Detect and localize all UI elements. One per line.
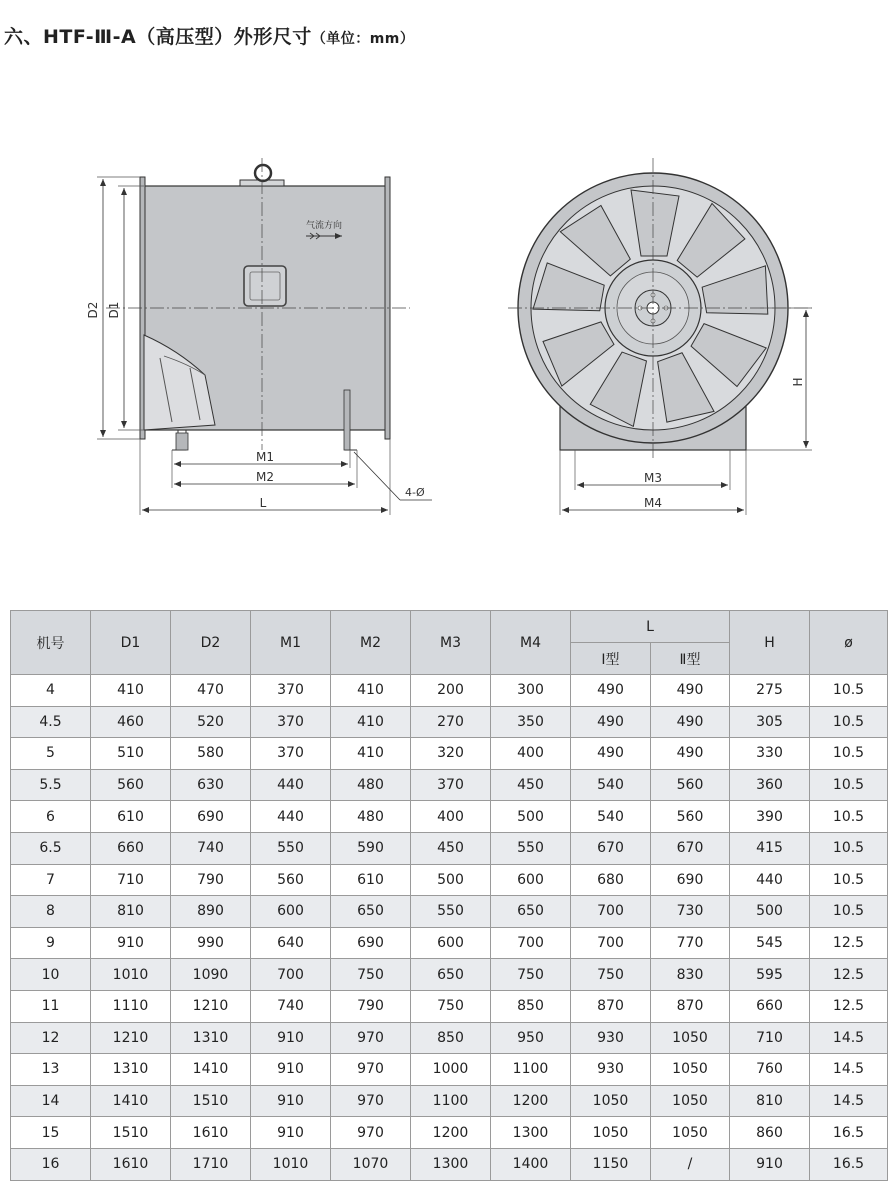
- table-cell: 1300: [411, 1148, 491, 1180]
- table-cell: 12.5: [810, 927, 888, 959]
- header-d1: D1: [91, 611, 171, 675]
- table-cell: 10: [11, 959, 91, 991]
- dim-d2-label: D2: [86, 301, 100, 319]
- table-cell: 970: [331, 1022, 411, 1054]
- table-cell: 600: [251, 896, 331, 928]
- table-cell: 1310: [171, 1022, 251, 1054]
- table-cell: 1210: [171, 990, 251, 1022]
- table-cell: 10.5: [810, 706, 888, 738]
- table-cell: 750: [571, 959, 651, 991]
- table-cell: 560: [651, 801, 730, 833]
- header-d2: D2: [171, 611, 251, 675]
- table-cell: 470: [171, 675, 251, 707]
- table-row: [11, 769, 888, 801]
- table-cell: 680: [571, 864, 651, 896]
- table-cell: 13: [11, 1054, 91, 1086]
- table-cell: 700: [571, 927, 651, 959]
- dim-m4-label: M4: [644, 496, 662, 510]
- table-cell: 200: [411, 675, 491, 707]
- table-cell: 930: [571, 1022, 651, 1054]
- table-cell: 1050: [651, 1054, 730, 1086]
- table-cell: 370: [411, 769, 491, 801]
- table-cell: 1400: [491, 1148, 571, 1180]
- table-row: [11, 990, 888, 1022]
- table-cell: 750: [491, 959, 571, 991]
- table-cell: 270: [411, 706, 491, 738]
- table-cell: 15: [11, 1117, 91, 1149]
- table-cell: 12.5: [810, 959, 888, 991]
- table-cell: 550: [251, 832, 331, 864]
- header-phi: ø: [810, 611, 888, 675]
- table-cell: 16.5: [810, 1148, 888, 1180]
- table-cell: 12: [11, 1022, 91, 1054]
- table-row: [11, 738, 888, 770]
- table-cell: 1510: [171, 1085, 251, 1117]
- table-cell: 415: [730, 832, 810, 864]
- table-cell: 810: [91, 896, 171, 928]
- table-cell: 540: [571, 769, 651, 801]
- table-cell: 14.5: [810, 1054, 888, 1086]
- table-cell: 410: [331, 738, 411, 770]
- table-cell: 10.5: [810, 896, 888, 928]
- table-cell: 600: [411, 927, 491, 959]
- table-row: [11, 832, 888, 864]
- table-cell: 490: [571, 738, 651, 770]
- header-m1: M1: [251, 611, 331, 675]
- table-cell: 1300: [491, 1117, 571, 1149]
- table-cell: 490: [651, 738, 730, 770]
- table-cell: 7: [11, 864, 91, 896]
- table-cell: 1410: [91, 1085, 171, 1117]
- table-cell: 600: [491, 864, 571, 896]
- table-cell: 670: [651, 832, 730, 864]
- table-cell: 830: [651, 959, 730, 991]
- table-cell: 305: [730, 706, 810, 738]
- table-cell: 650: [331, 896, 411, 928]
- table-cell: 1610: [171, 1117, 251, 1149]
- header-h: H: [730, 611, 810, 675]
- table-row: [11, 706, 888, 738]
- table-cell: 1210: [91, 1022, 171, 1054]
- table-cell: 450: [491, 769, 571, 801]
- table-cell: 450: [411, 832, 491, 864]
- table-cell: 910: [251, 1117, 331, 1149]
- table-cell: 400: [411, 801, 491, 833]
- table-cell: 440: [251, 769, 331, 801]
- table-cell: 16: [11, 1148, 91, 1180]
- table-cell: 690: [331, 927, 411, 959]
- table-cell: 850: [491, 990, 571, 1022]
- table-cell: 1200: [411, 1117, 491, 1149]
- table-cell: 1050: [651, 1117, 730, 1149]
- table-cell: 9: [11, 927, 91, 959]
- table-cell: 890: [171, 896, 251, 928]
- table-cell: 410: [91, 675, 171, 707]
- table-cell: 12.5: [810, 990, 888, 1022]
- table-cell: 8: [11, 896, 91, 928]
- table-row: [11, 959, 888, 991]
- table-cell: 750: [411, 990, 491, 1022]
- table-cell: 870: [571, 990, 651, 1022]
- table-cell: 1010: [251, 1148, 331, 1180]
- table-cell: 350: [491, 706, 571, 738]
- table-cell: 5: [11, 738, 91, 770]
- header-l-type1: Ⅰ型: [571, 643, 651, 675]
- table-body: [11, 675, 888, 1181]
- table-cell: 14.5: [810, 1085, 888, 1117]
- header-model: 机号: [11, 611, 91, 675]
- table-cell: 6.5: [11, 832, 91, 864]
- table-cell: /: [651, 1148, 730, 1180]
- table-cell: 1070: [331, 1148, 411, 1180]
- table-cell: 520: [171, 706, 251, 738]
- table-cell: 440: [730, 864, 810, 896]
- dimension-table: [10, 610, 888, 1181]
- table-cell: 460: [91, 706, 171, 738]
- table-cell: 730: [651, 896, 730, 928]
- table-cell: 300: [491, 675, 571, 707]
- table-cell: 790: [331, 990, 411, 1022]
- table-cell: 860: [730, 1117, 810, 1149]
- table-cell: 16.5: [810, 1117, 888, 1149]
- table-cell: 700: [571, 896, 651, 928]
- table-cell: 870: [651, 990, 730, 1022]
- table-row: [11, 927, 888, 959]
- table-cell: 545: [730, 927, 810, 959]
- table-cell: 440: [251, 801, 331, 833]
- table-cell: 910: [251, 1054, 331, 1086]
- table-cell: 740: [171, 832, 251, 864]
- dim-hole-label: 4-Ø: [405, 486, 425, 499]
- table-row: [11, 801, 888, 833]
- header-m3: M3: [411, 611, 491, 675]
- table-cell: 930: [571, 1054, 651, 1086]
- table-cell: 1310: [91, 1054, 171, 1086]
- dim-m2-label: M2: [256, 470, 274, 484]
- table-cell: 1200: [491, 1085, 571, 1117]
- table-cell: 1410: [171, 1054, 251, 1086]
- table-cell: 690: [171, 801, 251, 833]
- table-cell: 910: [251, 1085, 331, 1117]
- table-cell: 910: [730, 1148, 810, 1180]
- table-cell: 10.5: [810, 769, 888, 801]
- table-cell: 610: [331, 864, 411, 896]
- table-cell: 1710: [171, 1148, 251, 1180]
- table-cell: 480: [331, 801, 411, 833]
- table-cell: 550: [411, 896, 491, 928]
- table-cell: 595: [730, 959, 810, 991]
- table-cell: 320: [411, 738, 491, 770]
- table-cell: 750: [331, 959, 411, 991]
- table-cell: 480: [331, 769, 411, 801]
- table-row: [11, 1054, 888, 1086]
- table-cell: 990: [171, 927, 251, 959]
- front-view: [508, 158, 812, 515]
- table-cell: 560: [651, 769, 730, 801]
- table-cell: 11: [11, 990, 91, 1022]
- table-cell: 700: [251, 959, 331, 991]
- table-cell: 580: [171, 738, 251, 770]
- table-cell: 4.5: [11, 706, 91, 738]
- table-cell: 1100: [491, 1054, 571, 1086]
- table-cell: 330: [730, 738, 810, 770]
- table-cell: 970: [331, 1117, 411, 1149]
- table-cell: 490: [651, 706, 730, 738]
- table-cell: 610: [91, 801, 171, 833]
- table-cell: 1050: [651, 1022, 730, 1054]
- header-l-type2: Ⅱ型: [651, 643, 730, 675]
- dim-m3-label: M3: [644, 471, 662, 485]
- table-cell: 640: [251, 927, 331, 959]
- table-cell: 1150: [571, 1148, 651, 1180]
- table-cell: 650: [491, 896, 571, 928]
- table-cell: 490: [571, 675, 651, 707]
- table-cell: 10.5: [810, 675, 888, 707]
- table-row: [11, 896, 888, 928]
- table-cell: 400: [491, 738, 571, 770]
- table-cell: 790: [171, 864, 251, 896]
- table-cell: 710: [730, 1022, 810, 1054]
- table-cell: 410: [331, 706, 411, 738]
- header-l: L: [571, 611, 730, 643]
- table-row: [11, 1148, 888, 1180]
- table-cell: 710: [91, 864, 171, 896]
- lifting-eye-icon: [255, 165, 271, 181]
- table-cell: 850: [411, 1022, 491, 1054]
- table-cell: 1090: [171, 959, 251, 991]
- table-cell: 950: [491, 1022, 571, 1054]
- table-cell: 410: [331, 675, 411, 707]
- table-cell: 510: [91, 738, 171, 770]
- table-row: [11, 1022, 888, 1054]
- page-title: [4, 22, 414, 49]
- table-cell: 500: [730, 896, 810, 928]
- table-cell: 760: [730, 1054, 810, 1086]
- table-row: [11, 675, 888, 707]
- table-cell: 560: [251, 864, 331, 896]
- dim-m1-label: M1: [256, 450, 274, 464]
- table-cell: 670: [571, 832, 651, 864]
- table-cell: 360: [730, 769, 810, 801]
- table-cell: 810: [730, 1085, 810, 1117]
- table-cell: 540: [571, 801, 651, 833]
- table-cell: 1610: [91, 1148, 171, 1180]
- table-cell: 6: [11, 801, 91, 833]
- table-cell: 550: [491, 832, 571, 864]
- table-cell: 700: [491, 927, 571, 959]
- table-cell: 560: [91, 769, 171, 801]
- table-cell: 650: [411, 959, 491, 991]
- table-cell: 690: [651, 864, 730, 896]
- table-cell: 1050: [651, 1085, 730, 1117]
- title-unit: （单位：mm）: [311, 31, 415, 47]
- table-cell: 970: [331, 1085, 411, 1117]
- table-cell: 1050: [571, 1117, 651, 1149]
- table-cell: 970: [331, 1054, 411, 1086]
- table-cell: 10.5: [810, 801, 888, 833]
- dim-d1-label: D1: [107, 301, 121, 319]
- table-cell: 500: [491, 801, 571, 833]
- table-cell: 10.5: [810, 738, 888, 770]
- table-cell: 4: [11, 675, 91, 707]
- table-cell: 10.5: [810, 832, 888, 864]
- table-cell: 390: [730, 801, 810, 833]
- table-cell: 630: [171, 769, 251, 801]
- table-cell: 740: [251, 990, 331, 1022]
- table-cell: 1050: [571, 1085, 651, 1117]
- table-cell: 770: [651, 927, 730, 959]
- table-cell: 275: [730, 675, 810, 707]
- table-cell: 660: [730, 990, 810, 1022]
- table-cell: 500: [411, 864, 491, 896]
- table-cell: 1100: [411, 1085, 491, 1117]
- fan-outline-drawing: [0, 150, 890, 530]
- table-cell: 1010: [91, 959, 171, 991]
- table-cell: 1510: [91, 1117, 171, 1149]
- table-cell: 490: [651, 675, 730, 707]
- table-cell: 1110: [91, 990, 171, 1022]
- dim-h-label: H: [791, 377, 805, 387]
- table-cell: 5.5: [11, 769, 91, 801]
- title-main: 六、HTF-Ⅲ-A（高压型）外形尺寸: [4, 26, 312, 48]
- table-cell: 370: [251, 675, 331, 707]
- table-cell: 370: [251, 706, 331, 738]
- table-cell: 490: [571, 706, 651, 738]
- table-cell: 10.5: [810, 864, 888, 896]
- table-cell: 14: [11, 1085, 91, 1117]
- table-row: [11, 1117, 888, 1149]
- table-cell: 1000: [411, 1054, 491, 1086]
- table-cell: 910: [251, 1022, 331, 1054]
- header-m4: M4: [491, 611, 571, 675]
- dim-l-label: L: [259, 496, 267, 510]
- table-cell: 14.5: [810, 1022, 888, 1054]
- table-cell: 590: [331, 832, 411, 864]
- table-row: [11, 864, 888, 896]
- airflow-label: 气流方向: [306, 221, 343, 231]
- header-m2: M2: [331, 611, 411, 675]
- side-view: [86, 158, 432, 515]
- table-row: [11, 1085, 888, 1117]
- table-cell: 910: [91, 927, 171, 959]
- table-cell: 660: [91, 832, 171, 864]
- table-cell: 370: [251, 738, 331, 770]
